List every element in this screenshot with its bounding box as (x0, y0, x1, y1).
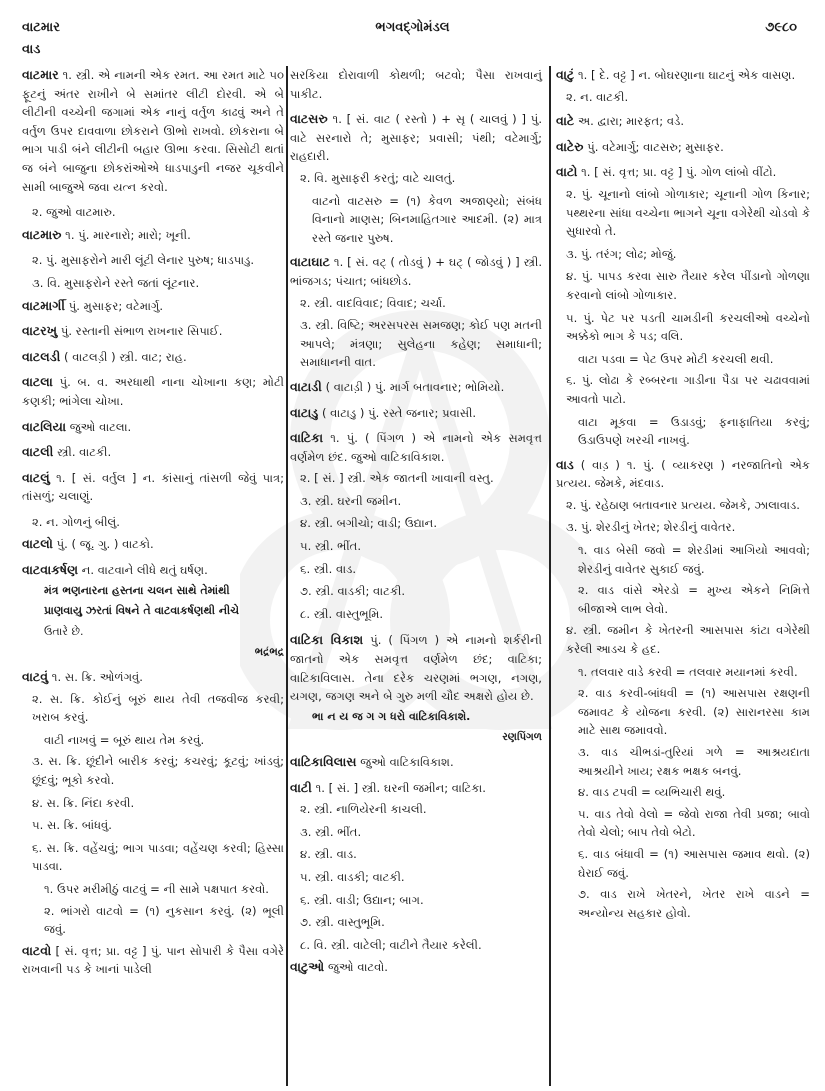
sense: ૪. સ્ત્રી. વાડ. (300, 847, 357, 862)
sense: ૨. સ. ક્રિ. કોઈનું બૂરું થાય તેવી તજવીજ કરવી; ખરાબ કરવું. (32, 691, 284, 725)
headword: વાટાડુ (290, 404, 319, 420)
idiom: વાટનો વાટસરુ = (૧) કેવળ અજાણ્યો; સંબંધ વિનાનો માણસ; બિનમાહિતગાર આદમી. (૨) માત્ર રસ્તે જનાર પુરુષ. (312, 193, 542, 245)
definition: [ સં. વૃત્ત; પ્રા. વટ્ટ ] પું. પાન સોપારી કે પૈસા વગેરે રાખવાની પડ કે ખાનાં પાડેલી (22, 943, 284, 977)
definition: સ્ત્રી. વાટકી. (57, 445, 112, 460)
sense: ૨. પું. રહેઠાણ બતાવનાર પ્રત્યય. જેમકે, ઝાલાવાડ. (566, 497, 800, 512)
dictionary-entry (290, 753, 542, 772)
idiom: ૨. વાડ વાંસે એરડો = મુખ્ય એકને નિમિત્તે બીજાએ લાભ લેવો. (578, 583, 810, 616)
dictionary-entry (290, 253, 542, 290)
dictionary-entry (22, 297, 284, 316)
definition: અ. દ્વારા; મારફત; વડે. (577, 114, 685, 129)
dictionary-entry (290, 779, 542, 798)
sense: ૩. વિ. મુસાફરોને રસ્તે જતાં લૂંટનાર. (32, 275, 200, 290)
quotation-line: ઉતારે છે. (44, 624, 84, 638)
sense: ૨. જુઓ વાટમારુ. (32, 205, 116, 220)
page-number: ૭૯૮૦ (765, 20, 797, 35)
dictionary-entry (556, 456, 810, 493)
idiom: ૬. વાડ બંધાવી = (૧) આસપાસ જમાવ થવો. (૨) ઘેરાઈ જવું. (578, 846, 810, 880)
dictionary-entry (290, 631, 542, 705)
dictionary-entry (22, 942, 284, 979)
idiom: ૨. વાડ કરવી-બાંધવી = (૧) આસપાસ રક્ષણની જમાવટ કે યોજના કરવી. (૨) સારાનરસા કામ માટે સાથ જમાવવો. (578, 686, 810, 738)
headword: વાટિકા વિકાશ (290, 632, 364, 648)
definition: ૧. સ્ત્રી. એ નામની એક રમત. આ રમત માટે ૫૦ ફૂટનું અંતર રાખીને બે સમાંતર લીટી દોરવી. એ બે લીટીની વચ્ચેની જગામાં એક નાનું વર્તુળ કાઢવું અને તે વર્તુળ ઉપર દાવવાળા છોકરાને ઊભો રાખવો. છોકરાના બે ભાગ પાડી બંને લીટીની બહાર ઊભા કરવા. સિસોટી થતાં જ બંને બાજુના છોકરાંઓએ ધાડપાડુની નજર ચૂકવીને સામી બાજુએ જવા યત્ન કરવો. (22, 68, 284, 194)
guide-word-bottom: વાડ (22, 42, 41, 57)
headword: વાટવું (22, 669, 49, 685)
sense: ૭. સ્ત્રી. વાસ્તુભૂમિ. (300, 915, 385, 930)
sense: ૨. પું. મુસાફરોને મારી લૂંટી લેનાર પુરુષ; ધાડપાડુ. (32, 253, 255, 268)
sense: ૩. પું. શેરડીનું ખેતર; શેરડીનું વાવેતર. (566, 520, 736, 535)
sense: ૬. સ. ક્રિ. વહેંચવું; ભાગ પાડવા; વહેંચણ કરવી; હિસ્સા પાડવા. (32, 840, 284, 874)
dictionary-entry (22, 443, 284, 462)
guide-word-top: વાટમાર (22, 20, 60, 35)
dictionary-entry (22, 66, 284, 196)
headword: વાટરખુ (22, 323, 58, 339)
idiom: ૫. વાડ તેવો વેલો = જેવો રાજા તેવી પ્રજા; બાવો તેવો ચેલો; બાપ તેવો બેટો. (578, 806, 810, 840)
book-title: ભગવદ્ગોમંડલ (375, 20, 450, 35)
dictionary-entry (290, 958, 542, 977)
headword: વાટાઘાટ (290, 254, 330, 270)
dictionary-entry (290, 404, 542, 423)
sense: ૨. સ્ત્રી. વાદવિવાદ; વિવાદ; ચર્ચા. (300, 295, 446, 310)
definition: ( વાડ઼ ) ૧. પું. ( વ્યાકરણ ) નરજાતિનો એક પ્રત્યય. જેમકે, મંદવાડ. (556, 457, 810, 491)
dictionary-entry (556, 163, 810, 182)
citation-source: ભદ્રંભદ્ર (254, 646, 284, 659)
idiom: ૩. વાડ ચીભડાં-તુરિયાં ગળે = આશ્રયદાતા આશ્રયીને ખાય; રક્ષક ભક્ષક બનવું. (578, 745, 810, 778)
sense: ૩. સ. ક્રિ. છૂંદીને બારીક કરવું; કચરવું; કૂટવું; ખાંડવું; છૂંદવું; ભૂકો કરવો. (32, 754, 284, 787)
sense: ૫. સ્ત્રી. વાડકી; વાટકી. (300, 869, 405, 884)
definition: જુઓ વાટવો. (327, 960, 388, 975)
sense: ૭. સ્ત્રી. વાડકી; વાટકી. (300, 584, 406, 599)
definition: ૧. [ સં. ] સ્ત્રી. ઘરની જમીન; વાટિકા. (315, 780, 486, 795)
definition: પું. વટેમાર્ગુ; વાટસરુ; મુસાફર. (587, 139, 724, 154)
dictionary-entry (22, 322, 284, 341)
definition: ( વાટાડ઼ુ ) પું. રસ્તે જનાર; પ્રવાસી. (321, 405, 477, 420)
headword: વાટેરુ (556, 138, 584, 154)
headword: વાટિકા (290, 430, 324, 446)
idiom: ૨. ભાંગરો વાટવો = (૧) નુકસાન કરવું. (૨) ભૂલી જવું. (44, 903, 284, 937)
sense: ૪. સ્ત્રી. બગીચો; વાડી; ઉદ્યાન. (300, 516, 438, 531)
headword: વાટુઓ (290, 959, 325, 975)
headword: વાટમારુ (22, 226, 62, 242)
headword: વાટલી (22, 444, 54, 460)
dictionary-entry (22, 373, 284, 410)
definition: ૧. [ સં. વર્તુલ ] ન. કાંસાનું તાંસળી જેવું પાત્ર; તાંસળું; ચલાણું. (22, 470, 284, 504)
sense: ૨. ન. ગોળનું બીલું. (32, 514, 120, 529)
quotation-line: મંત્ર ભણનારના હસ્તના ચલન સાથે તેમાંથી (44, 583, 230, 597)
sense: ૨. ન. વાટકી. (566, 89, 629, 104)
headword: વાટમાર્ગી (22, 297, 66, 313)
sense: ૨. સ્ત્રી. નાળિયેરની કાચલી. (300, 802, 427, 817)
column-divider (549, 66, 551, 1086)
headword: વાડ (556, 456, 574, 472)
citation-source: રણપિંગળ (502, 731, 542, 744)
definition: ૧. [ સં. વાટ ( રસ્તો ) + સૃ ( ચાલવું ) ] પું. વાટે સરનારો તે; મુસાફર; પ્રવાસી; પંથી; વટેમાર્ગુ; રાહદારી. (290, 112, 543, 164)
dictionary-entry (22, 561, 284, 580)
sense: ૩. સ્ત્રી. ઘરની જમીન. (300, 493, 402, 508)
idiom: વાટા મૂકવા = ઉડાડવું; ફનાફાતિયા કરવું; ઉડાઉપણે ખરચી નાખવું. (578, 414, 810, 448)
headword: વાટસરુ (290, 111, 328, 127)
headword: વાટલડી (22, 348, 61, 364)
headword: વાટવાકર્ષણ (22, 562, 79, 578)
sense: ૬. સ્ત્રી. વાડ. (300, 561, 357, 576)
definition: ૧. સ. ક્રિ. ઓળંગવું. (51, 670, 143, 685)
sense: ૬. પું. લોઢા કે રબ્બરના ગાડીના પૈડા પર ચઢાવવામાં આવતો પાટો. (566, 373, 810, 406)
dictionary-entry (22, 226, 284, 245)
sense: ૨. [ સં. ] સ્ત્રી. એક જાતની ખાવાની વસ્તુ. (300, 471, 494, 486)
dictionary-entry (556, 138, 810, 157)
dictionary-entry (22, 418, 284, 437)
idiom: ૪. વાડ ટપવી = વ્યભિચારી થવું. (578, 785, 726, 800)
headword: વાટલો (22, 536, 53, 552)
headword: વાટલા (22, 374, 53, 390)
sense: ૨. વિ. મુસાફરી કરતું; વાટે ચાલતું. (300, 170, 456, 185)
dictionary-entry (22, 535, 284, 554)
definition: ન. વાટવાને લીધે થતું ઘર્ષણ. (81, 563, 208, 578)
definition: ૧. [ સં. વટ્ ( તોડવું ) + ઘટ્ ( જોડવું ) ] સ્ત્રી. ભાંજગડ; પંચાત; બાંધછોડ. (290, 255, 543, 288)
definition: ( વાટાડ઼ી ) પું. માર્ગ બતાવનાર; ભોમિયો. (325, 379, 505, 394)
headword: વાટમાર (22, 67, 59, 82)
sense: ૩. સ્ત્રી. વિષ્ટિ; અરસપરસ સમજણ; કોઈ પણ મતની આપલે; મંત્રણા; સુલેહના કહેણ; સમાધાની; સમાધાનની વાત. (300, 318, 542, 370)
idiom: વાટી નાખવું = બૂરું થાય તેમ કરવું. (44, 732, 205, 747)
headword: વાટી (290, 779, 312, 795)
idiom: ૧. વાડ બેસી જવો = શેરડીમાં આગિયો આવવો; શેરડીનું વાવેતર સુકાઈ જવું. (578, 543, 810, 576)
quotation-line: ભા ન ય જ ગ ગ ધરો વાટિકાવિકાશે. (312, 709, 471, 723)
definition: ૧. [ દે. વટ્ટ ] ન. બોઘરણાના ઘાટનું એક વાસણ. (577, 68, 796, 82)
sense: ૩. સ્ત્રી. ભીંત. (300, 824, 362, 839)
definition: પું. રસ્તાની સંભાળ રાખનાર સિપાઈ. (60, 324, 223, 339)
definition: જુઓ વાટિકાવિકાશ. (360, 755, 454, 769)
definition: ૧. [ સં. વૃત્ત; પ્રા. વટ્ટ ] પું. ગોળ લાંબો વીંટો. (581, 165, 777, 180)
sense: ૨. પું. ચૂનાનો લાંબો ગોળાકાર; ચૂનાની ગોળ કિનાર; પથ્થરના સાંધા વચ્ચેના ભાગને ચૂના વગેરેથી ચોડવો કે સુધારવો તે. (566, 186, 810, 239)
dictionary-entry (22, 668, 284, 687)
sense: ૪. સ. ક્રિ. નિંદા કરવી. (32, 795, 135, 810)
headword: વાટિકાવિલાસ (290, 754, 357, 769)
definition: ( વાટલડ઼ી ) સ્ત્રી. વાટ; રાહ. (64, 349, 187, 364)
dictionary-entry (556, 112, 810, 131)
definition: પું. ( જૂ. ગુ. ) વાટકો. (56, 537, 154, 552)
idiom: ૧. ઉપર મરીમીઠું વાટવું = ની સામે પક્ષપાત કરવો. (44, 881, 269, 896)
sense: ૮. સ્ત્રી. વાસ્તુભૂમિ. (300, 606, 384, 621)
headword: વાટું (556, 67, 575, 82)
headword: વાટલિયા (22, 418, 67, 434)
headword: વાટલું (22, 469, 50, 485)
headword: વાટો (556, 164, 578, 180)
idiom: વાટા પડવા = પેટ ઉપર મોટી કરચલી થવી. (578, 351, 774, 366)
sense: ૪. પું. પાપડ કરવા સારુ તૈયાર કરેલ પીંડાનો ગોળણા કરવાનો લાંબો ગોળાકાર. (566, 269, 810, 302)
definition: ૧. પું. ( પિંગળ ) એ નામનો એક સમવૃત્ત વર્ણમેળ છંદ. જુઓ વાટિકાવિકાશ. (290, 431, 542, 464)
sense: ૫. સ્ત્રી. ભીંત. (300, 539, 362, 554)
definition: પું. મુસાફર; વટેમાર્ગુ. (68, 298, 164, 313)
sense: ૪. સ્ત્રી. જમીન કે ખેતરની આસપાસ કાંટા વગેરેથી કરેલી આડચ કે હદ. (566, 623, 810, 657)
sense: ૮. વિ. સ્ત્રી. વાટેલી; વાટીને તૈયાર કરેલી. (300, 937, 482, 952)
definition: પું. બ. વ. અરધાથી નાના ચોખાના કણ; મોટી કણકી; ભાંગેલા ચોખા. (22, 375, 285, 408)
sense: ૫. પું. પેટ પર પડતી ચામડીની કરચલીઓ વચ્ચેનો અક્કેકો ભાગ કે પડ; વલિ. (566, 310, 810, 344)
sense: ૩. પું. તરંગ; લોઢ; મોજું. (566, 246, 677, 261)
sense: ૬. સ્ત્રી. વાડી; ઉદ્યાન; બાગ. (300, 892, 424, 907)
sense: ૫. સ. ક્રિ. બાંધવું. (32, 818, 112, 833)
dictionary-entry (290, 110, 542, 166)
dictionary-entry (556, 66, 810, 85)
running-header (0, 20, 825, 44)
quotation-line: પ્રાણવાયુ ઝરતાં વિષને તે વાટવાકર્ષણથી નીચે (44, 604, 240, 618)
dictionary-entry (290, 429, 542, 466)
headword: વાટાડી (290, 378, 322, 394)
column-3 (556, 66, 810, 925)
definition: જુઓ વાટલા. (69, 419, 132, 434)
column-2 (290, 66, 542, 984)
idiom: ૭. વાડ રાખે ખેતરને, ખેતર રાખે વાડને = અન્યોન્ય સહકાર હોવો. (578, 887, 810, 920)
dictionary-entry (22, 469, 284, 506)
headword: વાટે (556, 113, 575, 129)
definition: પું. ( પિંગળ ) એ નામનો શર્કરીની જાતનો એક સમવૃત્ત વર્ણમેળ છંદ; વાટિકા; વાટિકાવિલાસ. તેના દરેક ચરણમાં ભગણ, નગણ, યગણ, જગણ અને બે ગુરુ મળી ચૌદ અક્ષરો હોય છે. (290, 633, 542, 704)
idiom: ૧. તલવાર વાડે કરવી = તલવાર મયાનમાં કરવી. (578, 664, 798, 679)
headword: વાટવો (22, 942, 52, 958)
dictionary-entry (290, 378, 542, 397)
column-divider (286, 66, 288, 1086)
dictionary-entry (22, 348, 284, 367)
definition: ૧. પું. મારનારો; મારો; ખૂની. (65, 227, 191, 242)
column-1 (22, 66, 284, 986)
continuation-text: સરકિયા દોરાવાળી કોથળી; બટવો; પૈસા રાખવાનું પાકીટ. (290, 68, 542, 101)
